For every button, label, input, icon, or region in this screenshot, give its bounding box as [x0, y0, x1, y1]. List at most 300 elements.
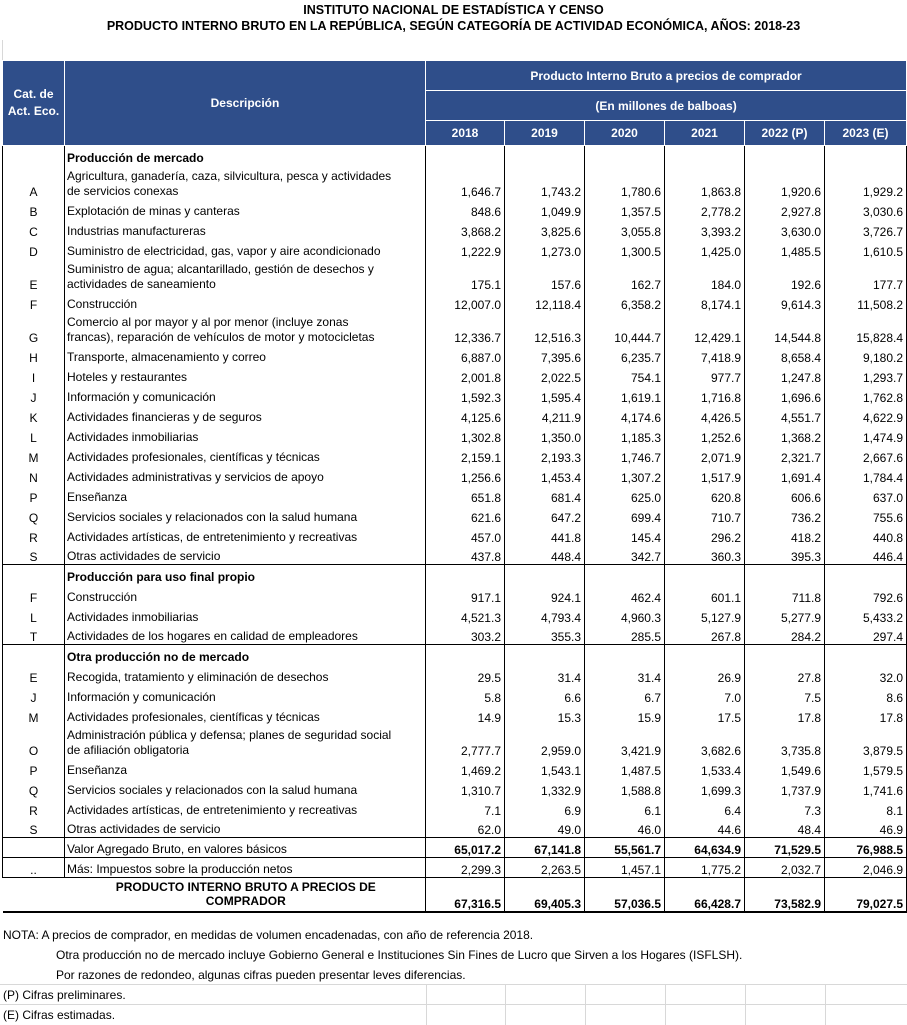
total-code-empty [3, 878, 65, 912]
activity-code: B [3, 199, 65, 219]
value-cell: 48.4 [745, 818, 825, 838]
table-row [3, 525, 907, 545]
value-cell: 4,521.3 [426, 605, 505, 625]
value-cell: 3,682.6 [665, 725, 745, 758]
note-1: NOTA: A precios de comprador, en medidas de volumen encadenadas, con año de referencia 2018. [3, 928, 534, 942]
activity-description-line: Industrias manufactureras [67, 223, 206, 238]
value-cell: 681.4 [505, 485, 585, 505]
activity-description-line: Actividades artísticas, de entretenimiento y recreativas [67, 802, 358, 817]
value-cell: 440.8 [825, 525, 907, 545]
activity-description [65, 758, 426, 778]
activity-description-line: Comercio al por mayor y al por menor (incluye zonas [67, 314, 349, 329]
activity-description-line: Otras actividades de servicio [67, 549, 221, 563]
value-cell: 755.6 [825, 505, 907, 525]
activity-description-line: Explotación de minas y canteras [67, 203, 240, 218]
activity-description-line: Hoteles y restaurantes [67, 369, 188, 384]
activity-description [65, 219, 426, 239]
activity-description-line: francas), reparación de vehículos de motor y motocicletas [67, 329, 375, 344]
activity-description-line: Información y comunicación [67, 389, 216, 404]
value-cell: 1,517.9 [665, 465, 745, 485]
value-cell: 192.6 [745, 259, 825, 292]
table-row [3, 166, 907, 199]
value-cell: 29.5 [426, 665, 505, 685]
value-cell: 1,302.8 [426, 425, 505, 445]
value-cell: 157.6 [505, 259, 585, 292]
value-cell: 2,071.9 [665, 445, 745, 465]
value-cell: 8.6 [825, 685, 907, 705]
value-cell: 1,699.3 [665, 778, 745, 798]
value-cell: 6.6 [505, 685, 585, 705]
notes [3, 925, 903, 985]
value-cell: 1,425.0 [665, 239, 745, 259]
value-cell: 1,543.1 [505, 758, 585, 778]
table-row [3, 505, 907, 525]
value-cell: 2,927.8 [745, 199, 825, 219]
value-cell: 606.6 [745, 485, 825, 505]
footnote-preliminary [0, 984, 907, 1005]
header-year: 2018 [426, 120, 505, 145]
total-value: 66,428.7 [665, 878, 745, 912]
activity-description [65, 585, 426, 605]
section-empty-value [825, 146, 907, 166]
value-cell: 1,368.2 [745, 425, 825, 445]
section-empty-value [665, 645, 745, 665]
value-cell: 15.3 [505, 705, 585, 725]
activity-code: J [3, 685, 65, 705]
taxes-value: 1,775.2 [665, 858, 745, 878]
table-title: PRODUCTO INTERNO BRUTO EN LA REPÚBLICA, SEGÚN CATEGORÍA DE ACTIVIDAD ECONÓMICA, AÑOS: 2018-23 [106, 19, 801, 33]
sheet-gridline [2, 40, 3, 60]
table-row [3, 625, 907, 645]
value-cell: 1,474.9 [825, 425, 907, 445]
value-cell: 32.0 [825, 665, 907, 685]
activity-description [65, 505, 426, 525]
activity-code: F [3, 292, 65, 312]
value-cell: 1,741.6 [825, 778, 907, 798]
value-cell: 1,247.8 [745, 365, 825, 385]
activity-description-line: Actividades profesionales, científicas y técnicas [67, 449, 320, 464]
value-cell: 395.3 [745, 545, 825, 565]
value-cell: 177.7 [825, 259, 907, 292]
activity-code: R [3, 525, 65, 545]
value-cell: 4,551.7 [745, 405, 825, 425]
total-row [3, 878, 907, 912]
value-cell: 4,174.6 [585, 405, 665, 425]
taxes-value: 2,032.7 [745, 858, 825, 878]
value-cell: 1,716.8 [665, 385, 745, 405]
value-cell: 7,395.6 [505, 345, 585, 365]
activity-code: M [3, 705, 65, 725]
activity-code: P [3, 758, 65, 778]
value-cell: 6.9 [505, 798, 585, 818]
vab-value: 64,634.9 [665, 838, 745, 858]
value-cell: 5.8 [426, 685, 505, 705]
activity-code: S [3, 545, 65, 565]
value-cell: 792.6 [825, 585, 907, 605]
value-cell: 46.0 [585, 818, 665, 838]
header-year: 2023 (E) [825, 120, 907, 145]
value-cell: 1,222.9 [426, 239, 505, 259]
section-empty-value [426, 565, 505, 585]
table-row [3, 798, 907, 818]
value-cell: 4,426.5 [665, 405, 745, 425]
section-empty-value [505, 565, 585, 585]
taxes-value: 2,263.5 [505, 858, 585, 878]
activity-description-line: de afiliación obligatoria [67, 742, 190, 757]
value-cell: 4,960.3 [585, 605, 665, 625]
value-cell: 3,630.0 [745, 219, 825, 239]
value-cell: 8.1 [825, 798, 907, 818]
value-cell: 5,433.2 [825, 605, 907, 625]
value-cell: 1,784.4 [825, 465, 907, 485]
value-cell: 31.4 [505, 665, 585, 685]
activity-description [65, 405, 426, 425]
value-cell: 1,619.1 [585, 385, 665, 405]
pib-table [2, 60, 907, 913]
value-cell: 3,055.8 [585, 219, 665, 239]
activity-code: H [3, 345, 65, 365]
value-cell: 14,544.8 [745, 312, 825, 345]
value-cell: 625.0 [585, 485, 665, 505]
value-cell: 3,393.2 [665, 219, 745, 239]
table-row [3, 685, 907, 705]
value-cell: 1,350.0 [505, 425, 585, 445]
value-cell: 1,485.5 [745, 239, 825, 259]
value-cell: 11,508.2 [825, 292, 907, 312]
activity-description [65, 465, 426, 485]
table-row [3, 345, 907, 365]
activity-description [65, 705, 426, 725]
value-cell: 977.7 [665, 365, 745, 385]
total-value: 79,027.5 [825, 878, 907, 912]
value-cell: 2,001.8 [426, 365, 505, 385]
value-cell: 12,516.3 [505, 312, 585, 345]
activity-description-line: Actividades financieras y de seguros [67, 409, 262, 424]
activity-description [65, 798, 426, 818]
total-label [65, 878, 426, 912]
value-cell: 647.2 [505, 505, 585, 525]
activity-description-line: Actividades inmobiliarias [67, 429, 199, 444]
value-cell: 462.4 [585, 585, 665, 605]
activity-description [65, 605, 426, 625]
value-cell: 651.8 [426, 485, 505, 505]
vab-row [3, 838, 907, 858]
value-cell: 62.0 [426, 818, 505, 838]
value-cell: 284.2 [745, 625, 825, 645]
activity-description-line: Actividades de los hogares en calidad de empleadores [67, 629, 358, 643]
value-cell: 3,879.5 [825, 725, 907, 758]
table-row [3, 385, 907, 405]
value-cell: 1,307.2 [585, 465, 665, 485]
value-cell: 1,185.3 [585, 425, 665, 445]
value-cell: 31.4 [585, 665, 665, 685]
value-cell: 17.5 [665, 705, 745, 725]
value-cell: 17.8 [825, 705, 907, 725]
value-cell: 5,127.9 [665, 605, 745, 625]
activity-description-line: Actividades profesionales, científicas y técnicas [67, 709, 320, 724]
activity-code: O [3, 725, 65, 758]
activity-code: T [3, 625, 65, 645]
value-cell: 1,453.4 [505, 465, 585, 485]
value-cell: 12,336.7 [426, 312, 505, 345]
value-cell: 620.8 [665, 485, 745, 505]
table-row [3, 365, 907, 385]
value-cell: 342.7 [585, 545, 665, 565]
value-cell: 4,793.4 [505, 605, 585, 625]
value-cell: 3,726.7 [825, 219, 907, 239]
activity-description-line: Servicios sociales y relacionados con la salud humana [67, 509, 358, 524]
value-cell: 7.1 [426, 798, 505, 818]
value-cell: 6.4 [665, 798, 745, 818]
table-row [3, 292, 907, 312]
header-category-line2: Act. Eco. [7, 104, 60, 118]
value-cell: 17.8 [745, 705, 825, 725]
value-cell: 1,533.4 [665, 758, 745, 778]
section-empty-value [426, 645, 505, 665]
section-empty-value [505, 146, 585, 166]
total-label-line1: PRODUCTO INTERNO BRUTO A PRECIOS DE [115, 880, 376, 895]
value-cell: 1,780.6 [585, 166, 665, 199]
value-cell: 1,357.5 [585, 199, 665, 219]
footnote-estimated [0, 1004, 907, 1025]
value-cell: 184.0 [665, 259, 745, 292]
section-empty-value [745, 146, 825, 166]
activity-code: P [3, 485, 65, 505]
value-cell: 15,828.4 [825, 312, 907, 345]
value-cell: 1,929.2 [825, 166, 907, 199]
value-cell: 8,658.4 [745, 345, 825, 365]
table-row [3, 725, 907, 758]
activity-description [65, 625, 426, 645]
value-cell: 1,592.3 [426, 385, 505, 405]
value-cell: 2,777.7 [426, 725, 505, 758]
value-cell: 1,743.2 [505, 166, 585, 199]
value-cell: 1,737.9 [745, 778, 825, 798]
value-cell: 2,159.1 [426, 445, 505, 465]
activity-code: C [3, 219, 65, 239]
section-heading-row [3, 146, 907, 166]
activity-code: S [3, 818, 65, 838]
activity-code: K [3, 405, 65, 425]
value-cell: 2,193.3 [505, 445, 585, 465]
activity-description-line: Actividades artísticas, de entretenimiento y recreativas [67, 529, 358, 544]
value-cell: 6,358.2 [585, 292, 665, 312]
activity-description [65, 199, 426, 219]
activity-description-line: Suministro de agua; alcantarillado, gestión de desechos y [67, 261, 374, 276]
section-empty-value [585, 645, 665, 665]
activity-code: E [3, 259, 65, 292]
total-value: 57,036.5 [585, 878, 665, 912]
activity-description-line: Construcción [67, 589, 138, 604]
value-cell: 7.3 [745, 798, 825, 818]
activity-code: A [3, 166, 65, 199]
footnote-estimated-text: (E) Cifras estimadas. [3, 1008, 116, 1022]
activity-description [65, 259, 426, 292]
value-cell: 2,022.5 [505, 365, 585, 385]
value-cell: 1,696.6 [745, 385, 825, 405]
value-cell: 7,418.9 [665, 345, 745, 365]
total-value: 69,405.3 [505, 878, 585, 912]
value-cell: 7.0 [665, 685, 745, 705]
activity-description-line: Otras actividades de servicio [67, 822, 221, 836]
table-row [3, 758, 907, 778]
vab-value: 55,561.7 [585, 838, 665, 858]
activity-code: R [3, 798, 65, 818]
header-group: Producto Interno Bruto a precios de comprador [426, 61, 907, 91]
vab-value: 71,529.5 [745, 838, 825, 858]
activity-code: I [3, 365, 65, 385]
value-cell: 3,735.8 [745, 725, 825, 758]
value-cell: 303.2 [426, 625, 505, 645]
value-cell: 1,300.5 [585, 239, 665, 259]
value-cell: 3,868.2 [426, 219, 505, 239]
value-cell: 1,332.9 [505, 778, 585, 798]
value-cell: 8,174.1 [665, 292, 745, 312]
value-cell: 1,252.6 [665, 425, 745, 445]
activity-description [65, 292, 426, 312]
value-cell: 924.1 [505, 585, 585, 605]
table-row [3, 778, 907, 798]
section-heading: Producción para uso final propio [65, 565, 426, 585]
value-cell: 267.8 [665, 625, 745, 645]
value-cell: 917.1 [426, 585, 505, 605]
value-cell: 848.6 [426, 199, 505, 219]
activity-description [65, 485, 426, 505]
activity-description [65, 665, 426, 685]
header-category-line1: Cat. de [13, 87, 54, 101]
value-cell: 4,622.9 [825, 405, 907, 425]
header-category [3, 61, 65, 146]
section-code-empty [3, 645, 65, 665]
table-row [3, 665, 907, 685]
section-code-empty [3, 565, 65, 585]
activity-description [65, 818, 426, 838]
activity-description-line: Suministro de electricidad, gas, vapor y aire acondicionado [67, 243, 381, 258]
activity-description-line: de servicios conexas [67, 183, 179, 198]
taxes-value: 1,457.1 [585, 858, 665, 878]
value-cell: 621.6 [426, 505, 505, 525]
value-cell: 46.9 [825, 818, 907, 838]
section-heading-row [3, 645, 907, 665]
value-cell: 297.4 [825, 625, 907, 645]
value-cell: 710.7 [665, 505, 745, 525]
table-row [3, 705, 907, 725]
table-row [3, 405, 907, 425]
activity-code: J [3, 385, 65, 405]
header-year: 2022 (P) [745, 120, 825, 145]
value-cell: 6,887.0 [426, 345, 505, 365]
note-3: Por razones de redondeo, algunas cifras pueden presentar leves diferencias. [56, 968, 466, 982]
activity-description [65, 385, 426, 405]
section-empty-value [505, 645, 585, 665]
value-cell: 1,487.5 [585, 758, 665, 778]
activity-description-line: Actividades inmobiliarias [67, 609, 199, 624]
institution-title: INSTITUTO NACIONAL DE ESTADÍSTICA Y CENSO [303, 3, 604, 17]
value-cell: 754.1 [585, 365, 665, 385]
value-cell: 10,444.7 [585, 312, 665, 345]
value-cell: 1,579.5 [825, 758, 907, 778]
value-cell: 27.8 [745, 665, 825, 685]
value-cell: 6.1 [585, 798, 665, 818]
activity-description-line: Transporte, almacenamiento y correo [67, 349, 266, 364]
value-cell: 1,256.6 [426, 465, 505, 485]
table-row [3, 199, 907, 219]
activity-description [65, 445, 426, 465]
activity-description-line: Información y comunicación [67, 689, 216, 704]
value-cell: 6,235.7 [585, 345, 665, 365]
value-cell: 637.0 [825, 485, 907, 505]
value-cell: 9,180.2 [825, 345, 907, 365]
value-cell: 1,310.7 [426, 778, 505, 798]
value-cell: 4,211.9 [505, 405, 585, 425]
value-cell: 44.6 [665, 818, 745, 838]
table-row [3, 259, 907, 292]
taxes-code: .. [3, 858, 65, 878]
activity-description-line: Actividades administrativas y servicios de apoyo [67, 469, 324, 484]
table-row [3, 818, 907, 838]
activity-description-line: Enseñanza [67, 762, 128, 777]
value-cell: 446.4 [825, 545, 907, 565]
header-year: 2021 [665, 120, 745, 145]
section-heading-row [3, 565, 907, 585]
footnote-preliminary-text: (P) Cifras preliminares. [3, 988, 126, 1002]
value-cell: 1,920.6 [745, 166, 825, 199]
value-cell: 2,321.7 [745, 445, 825, 465]
header-unit: (En millones de balboas) [426, 91, 907, 120]
activity-code: D [3, 239, 65, 259]
vab-value: 76,988.5 [825, 838, 907, 858]
value-cell: 1,646.7 [426, 166, 505, 199]
value-cell: 736.2 [745, 505, 825, 525]
vab-value: 65,017.2 [426, 838, 505, 858]
activity-description-line: Administración pública y defensa; planes de seguridad social [67, 727, 392, 742]
activity-description [65, 345, 426, 365]
value-cell: 1,863.8 [665, 166, 745, 199]
activity-description [65, 685, 426, 705]
value-cell: 2,959.0 [505, 725, 585, 758]
activity-code: E [3, 665, 65, 685]
value-cell: 355.3 [505, 625, 585, 645]
total-value: 73,582.9 [745, 878, 825, 912]
report-titles [0, 2, 907, 34]
header-description: Descripción [65, 61, 426, 146]
section-empty-value [665, 146, 745, 166]
value-cell: 437.8 [426, 545, 505, 565]
activity-description [65, 166, 426, 199]
value-cell: 1,273.0 [505, 239, 585, 259]
table-row [3, 445, 907, 465]
value-cell: 12,118.4 [505, 292, 585, 312]
value-cell: 7.5 [745, 685, 825, 705]
section-empty-value [665, 565, 745, 585]
vab-label: Valor Agregado Bruto, en valores básicos [65, 838, 426, 858]
total-label-line2: COMPRADOR [205, 894, 286, 909]
value-cell: 9,614.3 [745, 292, 825, 312]
value-cell: 6.7 [585, 685, 665, 705]
value-cell: 3,030.6 [825, 199, 907, 219]
activity-description-line: Recogida, tratamiento y eliminación de desechos [67, 669, 329, 684]
value-cell: 601.1 [665, 585, 745, 605]
value-cell: 3,825.6 [505, 219, 585, 239]
section-code-empty [3, 146, 65, 166]
activity-code: M [3, 445, 65, 465]
value-cell: 12,007.0 [426, 292, 505, 312]
value-cell: 1,762.8 [825, 385, 907, 405]
value-cell: 145.4 [585, 525, 665, 545]
value-cell: 1,469.2 [426, 758, 505, 778]
value-cell: 12,429.1 [665, 312, 745, 345]
activity-description [65, 725, 426, 758]
